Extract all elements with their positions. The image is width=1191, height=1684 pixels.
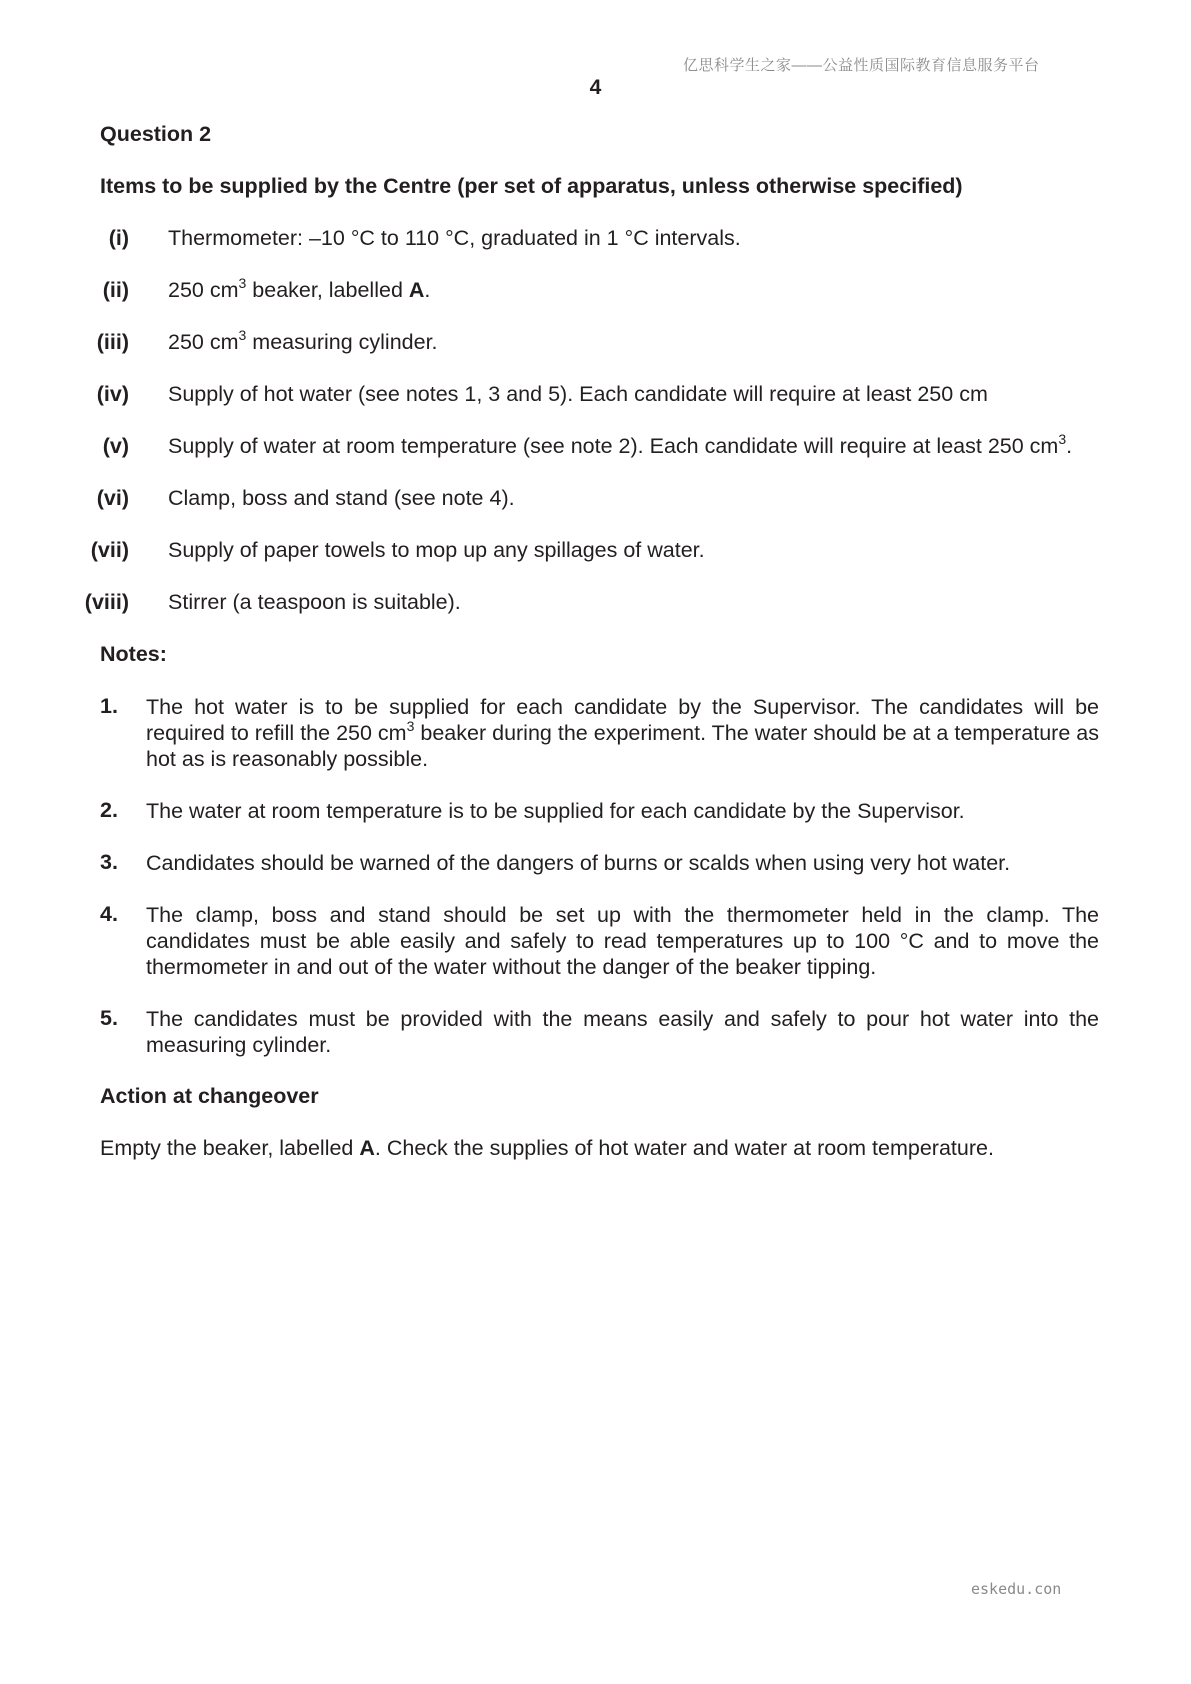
note-number: 3. xyxy=(100,850,118,874)
note-number: 5. xyxy=(100,1006,118,1030)
notes-heading: Notes: xyxy=(100,642,167,666)
item-label: (vi) xyxy=(96,486,129,510)
watermark-bottom: eskedu.con xyxy=(971,1580,1062,1598)
item-text: 250 $cm^3$ measuring cylinder. xyxy=(168,327,438,354)
list-item xyxy=(90,538,1099,564)
item-label: (v) xyxy=(102,434,129,458)
item-text: 250 $cm^3$ beaker, labelled A. xyxy=(168,275,431,302)
items-heading: Items to be supplied by the Centre (per set of apparatus, unless otherwise specified) xyxy=(100,174,963,198)
item-text: Supply of paper towels to mop up any spillages of water. xyxy=(168,538,705,562)
note-text: The hot water is to be supplied for each candidate by the Supervisor. The candidates will be required to refill the 250 $cm^3$ beaker during the experiment. The water should be at a temperature as hot as is reasonably possible. xyxy=(146,695,1099,771)
note-text: The water at room temperature is to be supplied for each candidate by the Supervisor. xyxy=(146,799,965,823)
item-text: Thermometer: –10 °C to 110 °C, graduated in 1 °C intervals. xyxy=(168,226,741,250)
list-item xyxy=(100,226,1099,252)
page-number: 4 xyxy=(589,76,602,99)
question-title: Question 2 xyxy=(100,122,212,146)
list-item xyxy=(100,431,1099,460)
note-text: The clamp, boss and stand should be set up with the thermometer held in the clamp. The candidates must be able easily and safely to read temperatures up to 100 °C and to move the thermometer in and out of the water without the danger of the beaker tipping. xyxy=(146,903,1099,979)
watermark-top: 亿思科学生之家——公益性质国际教育信息服务平台 xyxy=(683,57,1040,74)
note-number: 4. xyxy=(100,902,118,926)
note-text: Candidates should be warned of the dangers of burns or scalds when using very hot water. xyxy=(146,851,1011,875)
item-label: (viii) xyxy=(84,590,129,614)
list-item xyxy=(96,382,1099,408)
item-label: (iii) xyxy=(96,330,129,354)
item-text: Stirrer (a teaspoon is suitable). xyxy=(168,590,461,614)
item-label: (ii) xyxy=(102,278,129,302)
list-item xyxy=(96,327,1099,356)
changeover-heading: Action at changeover xyxy=(100,1084,319,1108)
item-label: (vii) xyxy=(90,538,129,562)
item-text: Supply of hot water (see notes 1, 3 and 5). Each candidate will require at least 250 cm xyxy=(168,382,988,406)
list-item xyxy=(96,486,1099,512)
note-number: 2. xyxy=(100,798,118,822)
item-text: Clamp, boss and stand (see note 4). xyxy=(168,486,515,510)
note-number: 1. xyxy=(100,694,118,718)
note-text: The candidates must be provided with the means easily and safely to pour hot water into the measuring cylinder. xyxy=(146,1007,1099,1057)
item-label: (i) xyxy=(108,226,129,250)
item-text: Supply of water at room temperature (see note 2). Each candidate will require at least 250 $cm^3$. xyxy=(168,431,1073,458)
item-label: (iv) xyxy=(96,382,129,406)
list-item xyxy=(100,275,1099,304)
list-item xyxy=(84,590,1099,616)
changeover-text: Empty the beaker, labelled A. Check the supplies of hot water and water at room temperature. xyxy=(100,1136,994,1160)
